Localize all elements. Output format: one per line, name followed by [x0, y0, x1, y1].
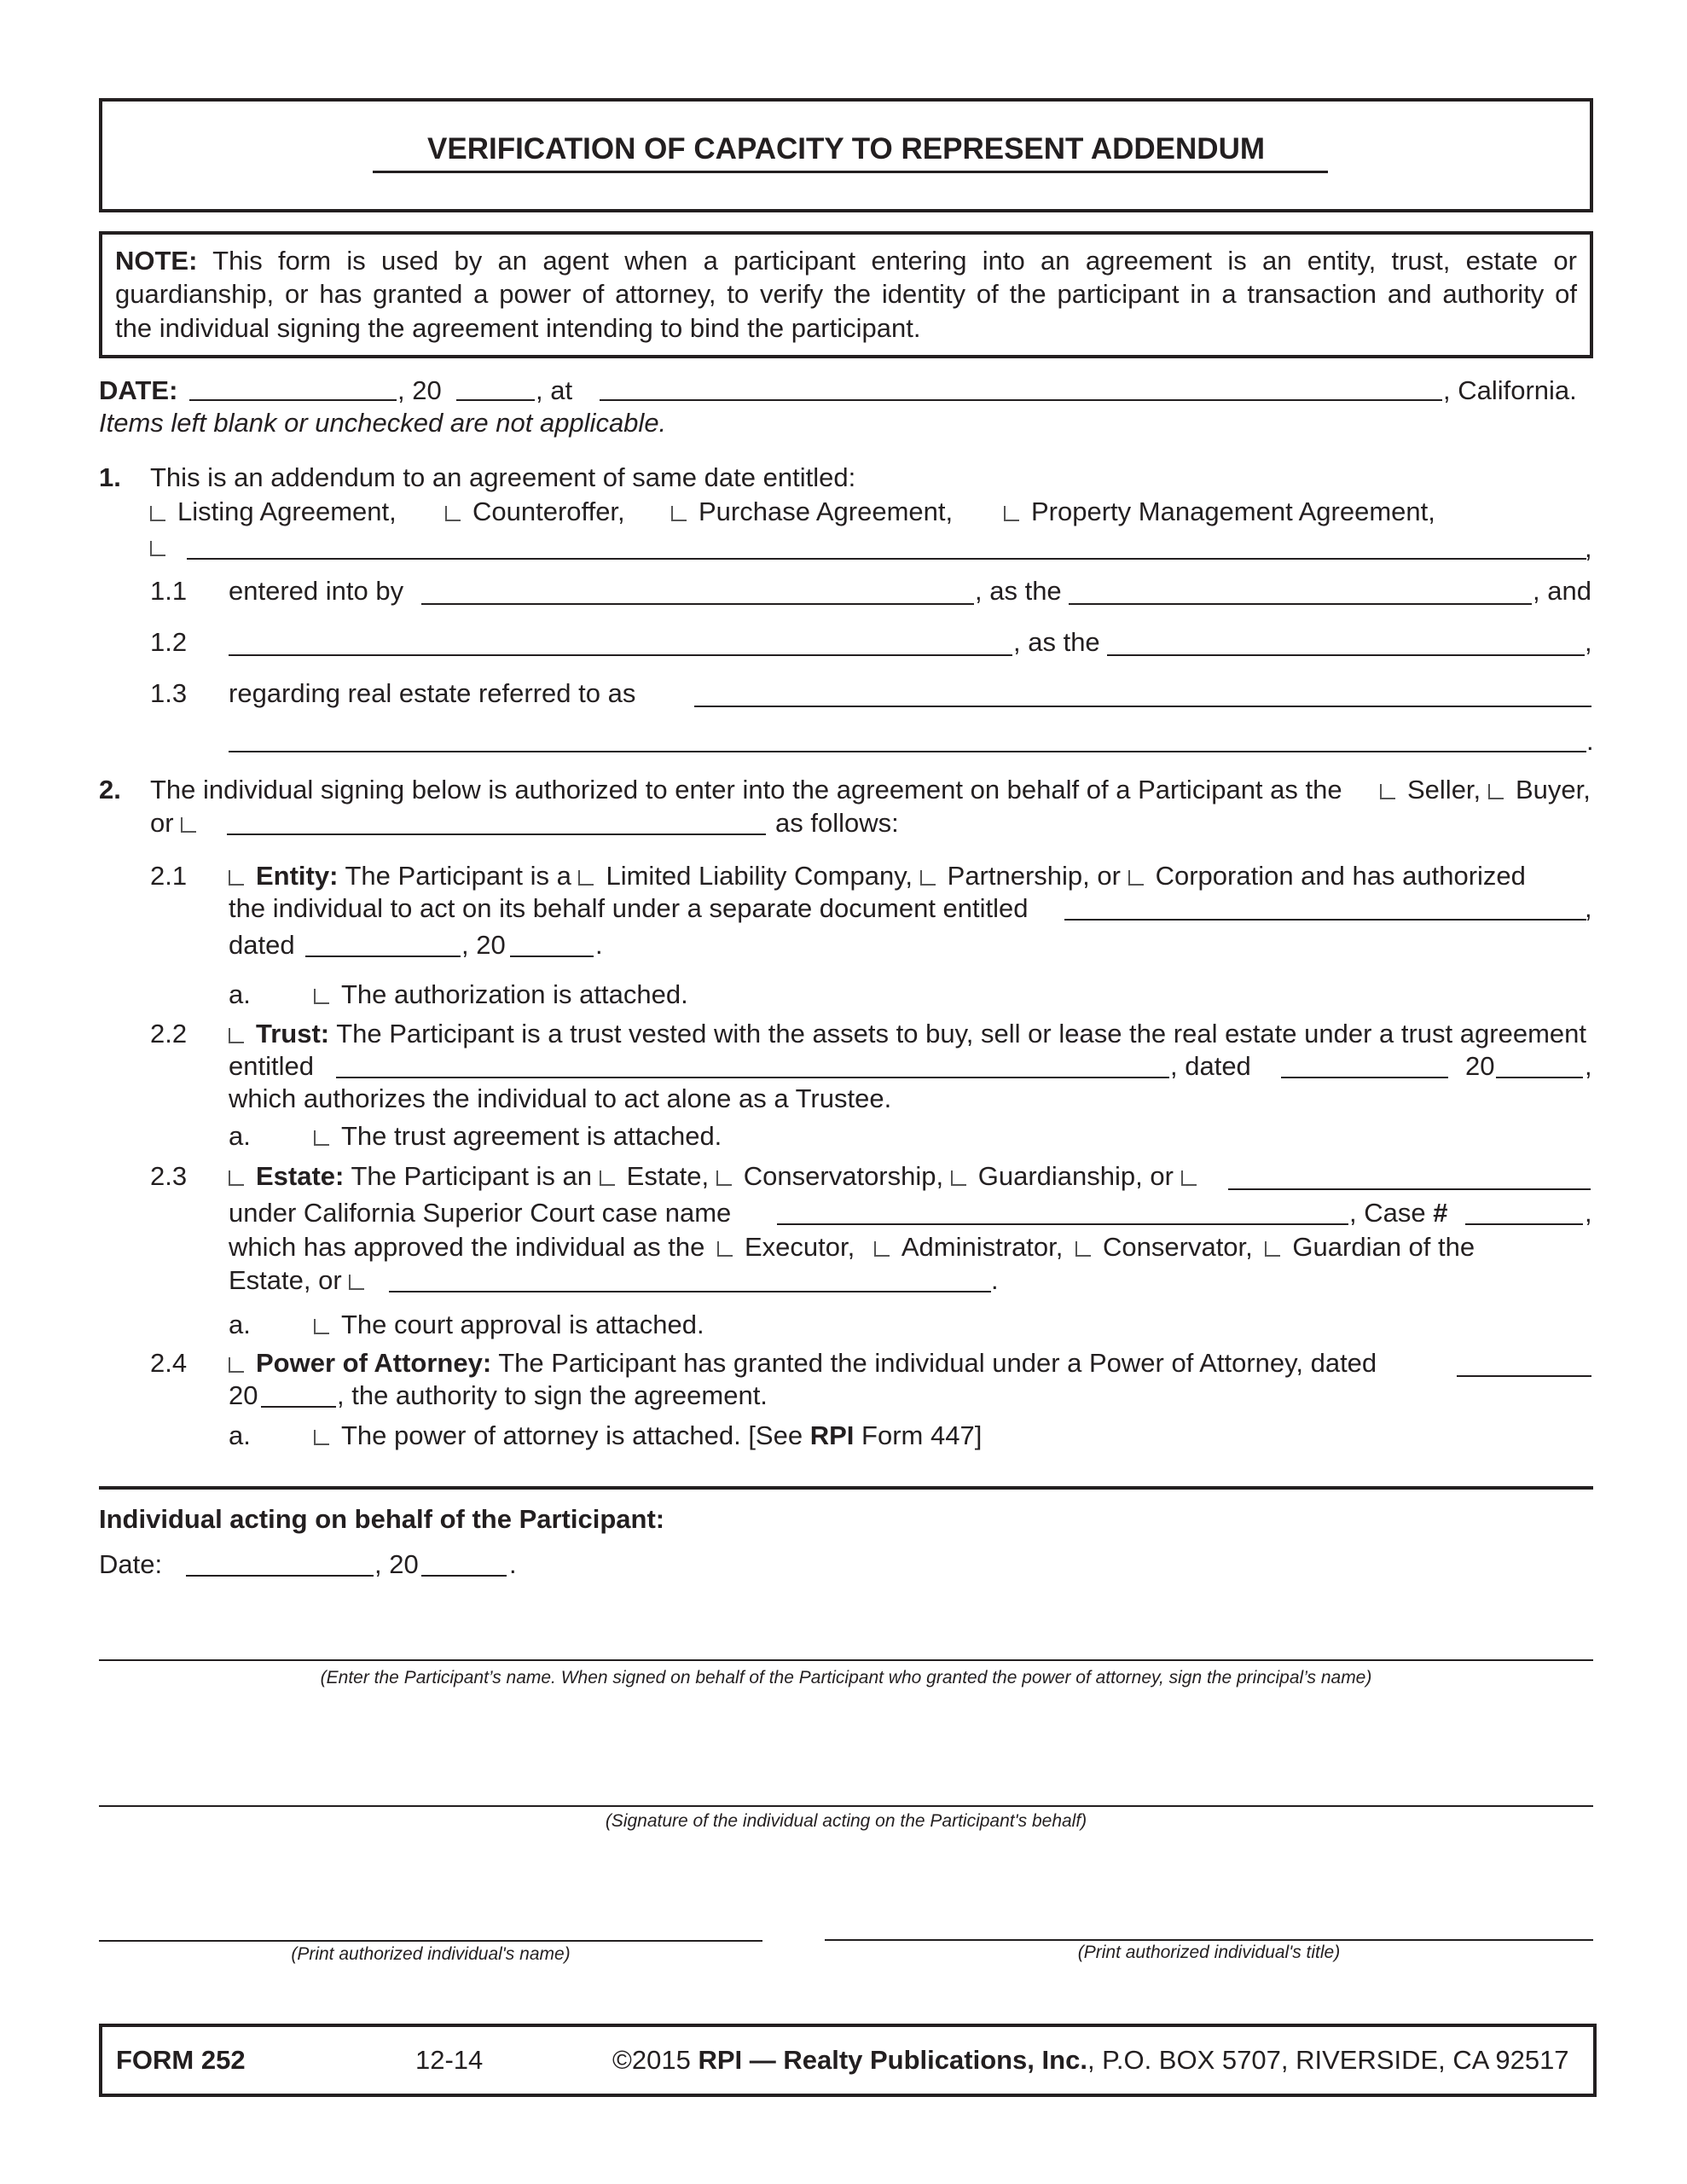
s1-2-number: 1.2	[150, 627, 188, 657]
checkbox-icon	[874, 1241, 890, 1257]
s2-2-line-1: Trust: The Participant is a trust vested with the assets to buy, sell or lease the real estate under a trust agreement	[229, 1018, 1586, 1050]
s2-4-number: 2.4	[150, 1348, 188, 1378]
checkbox-icon	[1488, 784, 1504, 799]
section-2-intro: The individual signing below is authorized to enter into the agreement on behalf of a Participant as the	[150, 775, 1342, 804]
s2-3-estate-or: Estate, or	[229, 1264, 376, 1297]
s1-3-period: .	[1586, 726, 1594, 756]
s2-3-period: .	[991, 1265, 999, 1295]
print-name-field[interactable]	[99, 1940, 762, 1942]
entered-into-by-field[interactable]	[421, 603, 974, 605]
s2-2-dated: , dated	[1170, 1051, 1251, 1081]
checkbox-icon	[314, 1430, 329, 1445]
checkbox-icon	[578, 870, 594, 886]
other-role-field[interactable]	[227, 834, 766, 835]
s2-3-line-3: which has approved the individual as the Executor, Administrator, Conservator, Guardian of the	[229, 1232, 1475, 1262]
approved-as-other-field[interactable]	[389, 1291, 991, 1292]
authorization-attached-checkbox[interactable]: The authorization is attached.	[314, 979, 688, 1011]
date-year-field[interactable]	[456, 399, 535, 401]
signature-field[interactable]	[99, 1805, 1593, 1807]
s2-3-a-letter: a.	[229, 1310, 251, 1339]
option-guardian[interactable]: Guardian of the	[1265, 1232, 1475, 1262]
s1-1-capacity-field[interactable]	[1069, 603, 1532, 605]
s2-2-comma: ,	[1585, 1051, 1592, 1081]
s2-4-year: 20	[229, 1380, 258, 1410]
option-trust[interactable]: Trust:	[229, 1019, 329, 1048]
option-llc[interactable]: Limited Liability Company,	[578, 861, 913, 891]
s2-3-case-name: under California Superior Court case name	[229, 1198, 732, 1228]
poa-date-field[interactable]	[1457, 1375, 1591, 1377]
note-label: NOTE:	[115, 246, 198, 276]
checkbox-icon	[600, 1170, 615, 1186]
poa-year-field[interactable]	[261, 1406, 336, 1408]
print-name-caption: (Print authorized individual's name)	[291, 1944, 571, 1964]
option-power-of-attorney[interactable]: Power of Attorney:	[229, 1348, 491, 1378]
s1-2-comma: ,	[1585, 627, 1592, 657]
option-estate[interactable]: Estate,	[600, 1161, 710, 1191]
participant-name-field[interactable]	[99, 1659, 1593, 1661]
footer-form-number: FORM 252	[116, 2045, 246, 2075]
poa-attached-checkbox[interactable]: The power of attorney is attached. [See RPI Form 447]	[314, 1420, 982, 1452]
s1-1-number: 1.1	[150, 576, 188, 606]
case-name-field[interactable]	[777, 1223, 1348, 1225]
s1-3-label: regarding real estate referred to as	[229, 678, 636, 708]
blank-note: Items left blank or unchecked are not applicable.	[99, 408, 667, 438]
option-other-role[interactable]: or	[150, 807, 208, 839]
s1-1-as-the: , as the	[975, 576, 1062, 606]
estate-other-field[interactable]	[1228, 1188, 1591, 1190]
s2-3-number: 2.3	[150, 1161, 188, 1191]
checkbox-icon	[671, 506, 687, 521]
checkbox-icon	[229, 1028, 244, 1043]
option-property-management-agreement[interactable]: Property Management Agreement,	[1004, 496, 1435, 528]
title-underline	[373, 171, 1328, 173]
note-line-3: the individual signing the agreement intending to bind the participant.	[115, 313, 921, 343]
option-corporation[interactable]: Corporation and has authorized	[1128, 861, 1526, 891]
checkbox-icon	[1004, 506, 1019, 521]
option-conservator[interactable]: Conservator,	[1075, 1232, 1253, 1262]
s1-1-and: , and	[1533, 576, 1591, 606]
date-state: , California.	[1443, 375, 1577, 405]
option-conservatorship[interactable]: Conservatorship,	[716, 1161, 943, 1191]
date-location-field[interactable]	[600, 399, 1442, 401]
checkbox-icon	[229, 870, 244, 886]
checkbox-icon	[717, 1241, 733, 1257]
note-line-2: guardianship, or has granted a power of attorney, to verify the identity of the participant in a transaction and authority of	[115, 279, 1577, 309]
signature-caption: (Signature of the individual acting on the Participant's behalf)	[605, 1811, 1087, 1831]
checkbox-icon	[314, 1319, 329, 1334]
checkbox-icon	[314, 1130, 329, 1146]
section-divider	[99, 1486, 1593, 1490]
s2-1-comma: ,	[1585, 893, 1592, 923]
print-title-caption: (Print authorized individual's title)	[1077, 1943, 1341, 1962]
trust-attached-checkbox[interactable]: The trust agreement is attached.	[314, 1120, 722, 1153]
s2-3-case-no: , Case #	[1349, 1198, 1448, 1228]
footer-publisher: ©2015 RPI — Realty Publications, Inc., P.O. BOX 5707, RIVERSIDE, CA 92517	[612, 2045, 1569, 2075]
s2-1-year: , 20	[461, 930, 506, 960]
option-listing-agreement[interactable]: Listing Agreement,	[150, 496, 397, 528]
option-administrator[interactable]: Administrator,	[874, 1232, 1064, 1262]
checkbox-icon	[150, 541, 165, 556]
section-1-intro: This is an addendum to an agreement of same date entitled:	[150, 462, 856, 492]
real-estate-field-2[interactable]	[229, 751, 1586, 752]
s2-2-year: 20	[1465, 1051, 1495, 1081]
s2-1-period: .	[595, 930, 603, 960]
option-seller[interactable]: Seller,	[1380, 774, 1481, 806]
note-line-1: NOTE: This form is used by an agent when a participant entering into an agreement is an entity, trust, estate or	[115, 246, 1577, 276]
checkbox-icon	[181, 817, 196, 833]
checkbox-icon	[951, 1170, 966, 1186]
section-2-number: 2.	[99, 775, 121, 804]
option-buyer[interactable]: Buyer,	[1488, 774, 1591, 806]
s2-2-a-letter: a.	[229, 1121, 251, 1151]
s2-1-a-letter: a.	[229, 979, 251, 1009]
s1-1-label: entered into by	[229, 576, 404, 606]
document-entitled-field[interactable]	[1064, 919, 1586, 921]
signature-period: .	[509, 1549, 517, 1579]
as-follows: as follows:	[775, 808, 899, 838]
signature-date-label: Date:	[99, 1549, 163, 1579]
checkbox-icon	[1265, 1241, 1280, 1257]
checkbox-icon	[1380, 784, 1395, 799]
option-other[interactable]	[150, 531, 177, 563]
option-entity[interactable]: Entity:	[229, 861, 338, 891]
s2-1-line-1: Entity: The Participant is a Limited Liability Company, Partnership, or Corporation and has authorized	[229, 860, 1526, 892]
date-year-label: , 20	[397, 375, 442, 405]
option-estate-other[interactable]	[1181, 1161, 1209, 1191]
s2-2-date-field[interactable]	[1281, 1077, 1448, 1078]
checkbox-icon	[445, 506, 461, 521]
s2-1-number: 2.1	[150, 861, 188, 891]
footer-date: 12-14	[415, 2045, 484, 2075]
s2-1-year-field[interactable]	[510, 956, 594, 957]
option-other-comma: ,	[1585, 533, 1592, 563]
checkbox-icon	[229, 1170, 244, 1186]
s2-1-line-2: the individual to act on its behalf under a separate document entitled	[229, 893, 1029, 923]
signature-date-field[interactable]	[186, 1575, 374, 1577]
signature-year-field[interactable]	[421, 1575, 507, 1577]
option-estate-section[interactable]: Estate:	[229, 1161, 344, 1191]
court-approval-attached-checkbox[interactable]: The court approval is attached.	[314, 1309, 704, 1341]
date-field[interactable]	[189, 399, 397, 401]
checkbox-icon	[1181, 1170, 1197, 1186]
option-other-field[interactable]	[187, 558, 1586, 560]
option-purchase-agreement[interactable]: Purchase Agreement,	[671, 496, 953, 528]
date-at-label: , at	[536, 375, 573, 405]
s1-2-as-the: , as the	[1013, 627, 1100, 657]
signature-year-label: , 20	[374, 1549, 419, 1579]
checkbox-icon	[150, 506, 165, 521]
s1-3-number: 1.3	[150, 678, 188, 708]
s2-1-date-field[interactable]	[305, 956, 461, 957]
option-guardianship[interactable]: Guardianship, or	[951, 1161, 1174, 1191]
s2-2-line-3: which authorizes the individual to act alone as a Trustee.	[229, 1083, 892, 1113]
s1-2-party-field[interactable]	[229, 654, 1012, 656]
option-counteroffer[interactable]: Counteroffer,	[445, 496, 625, 528]
case-number-field[interactable]	[1465, 1223, 1583, 1225]
checkbox-icon	[314, 989, 329, 1004]
checkbox-icon	[229, 1357, 244, 1373]
checkbox-icon	[716, 1170, 732, 1186]
s2-2-number: 2.2	[150, 1019, 188, 1048]
s2-3-line-1: Estate: The Participant is an Estate, Conservatorship, Guardianship, or	[229, 1160, 1209, 1193]
form-title: VERIFICATION OF CAPACITY TO REPRESENT ADDENDUM	[427, 132, 1265, 166]
s1-2-capacity-field[interactable]	[1107, 654, 1585, 656]
s2-2-entitled: entitled	[229, 1051, 314, 1081]
print-title-field[interactable]	[825, 1939, 1593, 1941]
date-label: DATE:	[99, 375, 178, 405]
checkbox-icon	[920, 870, 936, 886]
s2-4-text-2: , the authority to sign the agreement.	[337, 1380, 768, 1410]
trust-agreement-field[interactable]	[336, 1077, 1169, 1078]
s2-4-line-1: Power of Attorney: The Participant has granted the individual under a Power of Attorney, dated	[229, 1347, 1377, 1380]
checkbox-icon	[1075, 1241, 1091, 1257]
section-1-number: 1.	[99, 462, 121, 492]
checkbox-icon[interactable]	[349, 1275, 364, 1290]
s2-2-year-field[interactable]	[1496, 1077, 1583, 1078]
s2-1-dated: dated	[229, 930, 295, 960]
participant-name-caption: (Enter the Participant’s name. When signed on behalf of the Participant who granted the power of attorney, sign the principal’s name)	[320, 1668, 1372, 1687]
option-partnership[interactable]: Partnership, or	[920, 861, 1121, 891]
s2-3-comma: ,	[1585, 1198, 1592, 1228]
real-estate-field-1[interactable]	[694, 706, 1591, 707]
checkbox-icon	[1128, 870, 1144, 886]
signature-heading: Individual acting on behalf of the Participant:	[99, 1504, 665, 1534]
option-executor[interactable]: Executor,	[717, 1232, 855, 1262]
s2-4-a-letter: a.	[229, 1420, 251, 1450]
